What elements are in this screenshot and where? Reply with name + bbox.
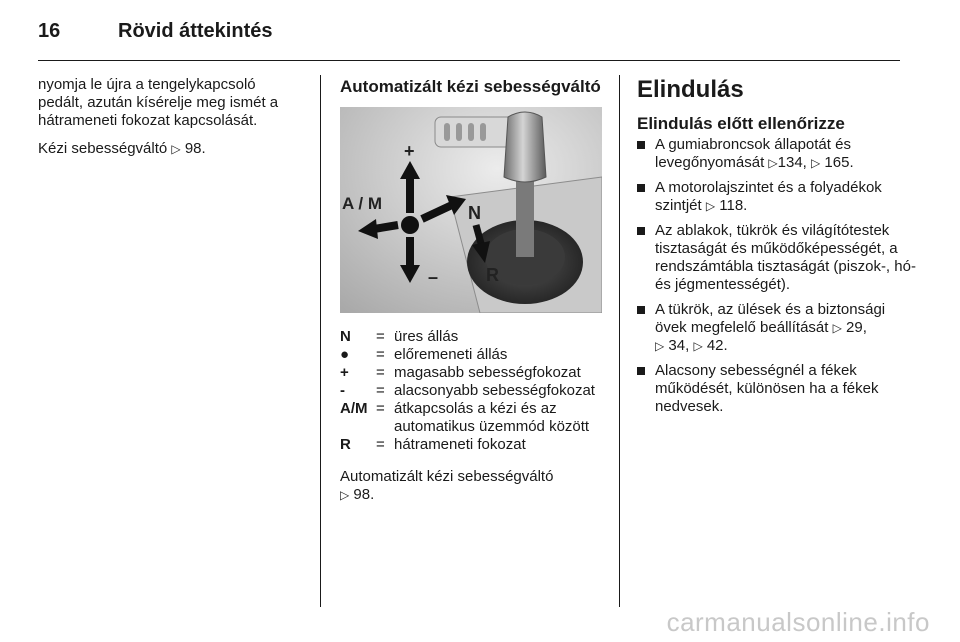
page-ref-link[interactable]: 134, bbox=[777, 154, 812, 171]
vent-slot bbox=[456, 123, 462, 141]
legend-row: N = üres állás bbox=[340, 328, 459, 345]
page-ref-link[interactable]: 165. bbox=[824, 154, 854, 171]
page-ref-icon: ▷ bbox=[171, 142, 181, 156]
page-ref-link[interactable]: 98. bbox=[353, 486, 375, 503]
gear-knob bbox=[504, 112, 546, 182]
square-bullet-icon bbox=[637, 184, 645, 192]
plus-label: + bbox=[404, 141, 415, 161]
square-bullet-icon bbox=[637, 141, 645, 149]
legend-row: ● = előremeneti állás bbox=[340, 346, 508, 363]
page-ref-icon: ▷ bbox=[655, 339, 665, 353]
column-divider-1 bbox=[320, 75, 321, 607]
minus-label: – bbox=[428, 267, 439, 287]
column-right bbox=[637, 76, 919, 423]
page-ref-icon: ▷ bbox=[340, 488, 350, 502]
checklist-item: Az ablakok, tükrök és világítótestek tisztaságát és működőképességét, a rendszámtábla tisztaságát (piszok-, hó- és jégmentességét). bbox=[637, 222, 919, 294]
reverse-gear-paragraph: nyomja le újra a tengelykapcsoló pedált, azután kísérelje meg ismét a hátrameneti fokozat kapcsolását. bbox=[38, 76, 279, 129]
legend-row: R = hátrameneti fokozat bbox=[340, 436, 526, 453]
page-ref-icon: ▷ bbox=[832, 321, 842, 335]
page-number: 16 bbox=[38, 20, 61, 42]
page-ref-link[interactable]: 118. bbox=[719, 197, 748, 214]
manual-gearbox-reference: Kézi sebességváltó ▷ 98. bbox=[38, 140, 206, 157]
checklist-item: A motorolajszintet és a folyadékok szintjét ▷ 118. bbox=[637, 179, 919, 215]
automated-gearbox-reference: Automatizált kézi sebességváltó ▷ 98. bbox=[340, 468, 554, 503]
column-divider-2 bbox=[619, 75, 620, 607]
column-left bbox=[38, 76, 304, 168]
r-label: R bbox=[486, 265, 499, 285]
n-label: N bbox=[468, 203, 481, 223]
legend-row: + = magasabb sebességfokozat bbox=[340, 364, 581, 381]
checklist bbox=[637, 136, 919, 416]
am-arrow-shaft bbox=[374, 225, 398, 229]
watermark: carmanualsonline.info bbox=[666, 607, 930, 637]
square-bullet-icon bbox=[637, 227, 645, 235]
gear-legend bbox=[340, 328, 602, 454]
legend-row: - = alacsonyabb sebességfokozat bbox=[340, 382, 595, 399]
am-label: A / M bbox=[342, 194, 382, 213]
chapter-title: Rövid áttekintés bbox=[118, 20, 273, 42]
page-ref-link[interactable]: 34, bbox=[668, 337, 694, 354]
page-header bbox=[38, 20, 918, 50]
legend-row: A/M = átkapcsolás a kézi és az automatikus üzemmód között bbox=[340, 400, 590, 435]
checklist-item: Alacsony sebességnél a fékek működését, különösen ha a fékek nedvesek. bbox=[637, 362, 919, 416]
gear-selector-illustration bbox=[340, 107, 602, 313]
forward-position-dot bbox=[401, 216, 419, 234]
section-title: Automatizált kézi sebességváltó bbox=[340, 77, 601, 96]
column-middle bbox=[340, 76, 602, 514]
header-rule bbox=[38, 60, 900, 61]
page-ref-icon: ▷ bbox=[693, 339, 703, 353]
checklist-item: A gumiabroncsok állapotát és levegőnyomását ▷134, ▷ 165. bbox=[637, 136, 919, 172]
vent-slot bbox=[444, 123, 450, 141]
page-ref-icon: ▷ bbox=[768, 156, 778, 170]
page-ref-icon: ▷ bbox=[811, 156, 821, 170]
square-bullet-icon bbox=[637, 367, 645, 375]
subsection-title: Elindulás előtt ellenőrizze bbox=[637, 114, 845, 133]
page-ref-link[interactable]: 42. bbox=[706, 337, 728, 354]
checklist-item: A tükrök, az ülések és a biztonsági övek megfelelő beállítását ▷ 29, ▷ 34, ▷ 42. bbox=[637, 301, 919, 355]
page-ref-link[interactable]: 29, bbox=[846, 319, 867, 336]
vent-slot bbox=[468, 123, 474, 141]
vent-slot bbox=[480, 123, 486, 141]
square-bullet-icon bbox=[637, 306, 645, 314]
page-ref-icon: ▷ bbox=[705, 199, 716, 213]
section-title: Elindulás bbox=[637, 76, 744, 103]
page-ref-link[interactable]: 98. bbox=[184, 140, 206, 157]
